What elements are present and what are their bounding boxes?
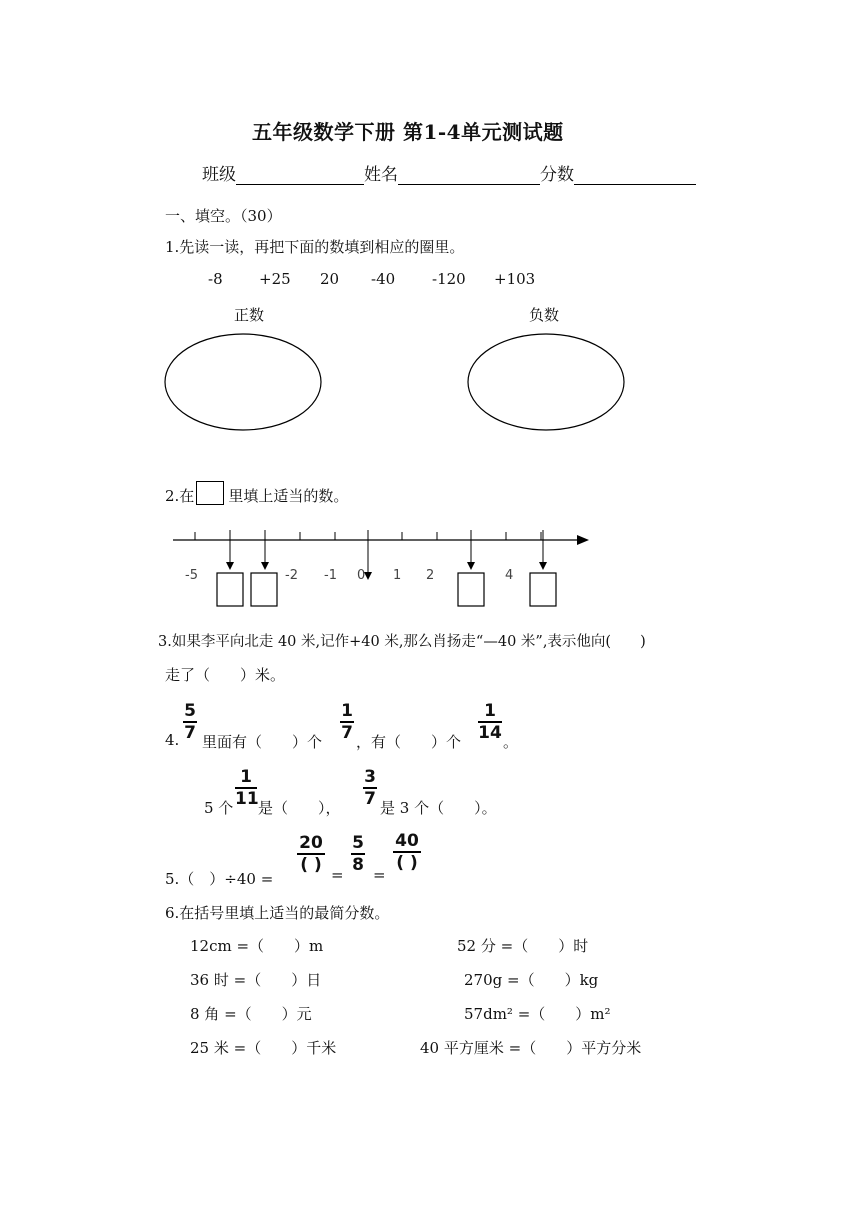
conversion-item: 8 角 =（ ）元 bbox=[190, 1005, 312, 1023]
question-4-text: 是 3 个（ ）。 bbox=[380, 799, 497, 817]
conversion-item: 52 分 =（ ）时 bbox=[457, 937, 589, 955]
question-4-text: 是（ ）， bbox=[258, 799, 341, 817]
question-2-suffix: 里填上适当的数。 bbox=[228, 487, 349, 505]
question-4-text: 。 bbox=[503, 733, 519, 751]
number-line-label: 4 bbox=[505, 568, 514, 583]
question-4-text: 里面有（ ）个 bbox=[202, 733, 323, 751]
number-line-label: -1 bbox=[324, 568, 337, 583]
equals-sign: = bbox=[373, 866, 386, 884]
question-2-prefix: 2.在 bbox=[165, 487, 195, 505]
conversion-item: 12cm =（ ）m bbox=[190, 937, 324, 955]
number-line-label: -2 bbox=[285, 568, 298, 583]
number-line-label: 2 bbox=[426, 568, 435, 583]
conversion-item: 25 米 =（ ）千米 bbox=[190, 1039, 337, 1057]
score-label: 分数 bbox=[540, 165, 574, 185]
answer-box[interactable] bbox=[458, 573, 484, 606]
answer-box[interactable] bbox=[251, 573, 277, 606]
question-3-line-1: 3.如果李平向北走 40 米,记作+40 米,那么肖扬走“—40 米”,表示他向( ) bbox=[158, 634, 646, 650]
question-4-text: 5 个 bbox=[204, 799, 234, 817]
fraction: 40 ( ) bbox=[393, 832, 421, 872]
number-line-label: -5 bbox=[185, 568, 198, 583]
down-arrows bbox=[230, 530, 543, 576]
fraction: 5 7 bbox=[184, 701, 196, 743]
number-item: +103 bbox=[494, 270, 536, 288]
number-item: +25 bbox=[259, 270, 291, 288]
section-heading: 一、填空。（30） bbox=[165, 207, 282, 225]
class-blank[interactable] bbox=[236, 166, 364, 185]
page-title: 五年级数学下册 第1-4单元测试题 bbox=[252, 120, 564, 144]
fraction: 3 7 bbox=[364, 767, 376, 809]
question-3-line-2: 走了（ ）米。 bbox=[165, 666, 286, 684]
number-line-label: 1 bbox=[393, 568, 402, 583]
negative-oval[interactable] bbox=[468, 334, 624, 430]
square-box-icon bbox=[196, 481, 224, 505]
fraction: 1 14 bbox=[478, 701, 502, 743]
positive-oval[interactable] bbox=[165, 334, 321, 430]
name-label: 姓名 bbox=[364, 165, 398, 185]
number-line bbox=[165, 522, 605, 612]
name-blank[interactable] bbox=[398, 166, 540, 185]
conversion-item: 36 时 =（ ）日 bbox=[190, 971, 322, 989]
negative-label: 负数 bbox=[529, 306, 560, 324]
answer-ovals bbox=[150, 330, 650, 440]
number-item: 20 bbox=[320, 270, 340, 288]
answer-box[interactable] bbox=[217, 573, 243, 606]
class-label: 班级 bbox=[202, 165, 236, 185]
fraction: 1 11 bbox=[235, 767, 259, 809]
question-6-text: 6.在括号里填上适当的最简分数。 bbox=[165, 904, 390, 922]
score-blank[interactable] bbox=[574, 166, 696, 185]
question-5-prefix: 5.（ ）÷40 = bbox=[165, 870, 274, 888]
answer-box[interactable] bbox=[530, 573, 556, 606]
conversion-item: 57dm² =（ ）m² bbox=[464, 1005, 611, 1023]
arrowhead-icon bbox=[577, 535, 589, 545]
conversion-item: 270g =（ ）kg bbox=[464, 971, 599, 989]
positive-label: 正数 bbox=[234, 306, 265, 324]
question-4-prefix: 4. bbox=[165, 731, 180, 749]
number-item: -8 bbox=[208, 270, 223, 288]
number-line-label: 0 bbox=[357, 568, 366, 583]
equals-sign: = bbox=[331, 866, 344, 884]
question-4-text: ，有（ ）个 bbox=[356, 733, 462, 751]
fraction: 20 ( ) bbox=[297, 834, 325, 874]
question-1-text: 1.先读一读，再把下面的数填到相应的圈里。 bbox=[165, 238, 465, 256]
question-2-text bbox=[165, 481, 348, 506]
fraction: 1 7 bbox=[341, 701, 353, 743]
fraction: 5 8 bbox=[352, 833, 364, 875]
number-item: -40 bbox=[371, 270, 396, 288]
student-info-line bbox=[202, 160, 696, 185]
conversion-item: 40 平方厘米 =（ ）平方分米 bbox=[420, 1039, 642, 1057]
number-item: -120 bbox=[432, 270, 466, 288]
